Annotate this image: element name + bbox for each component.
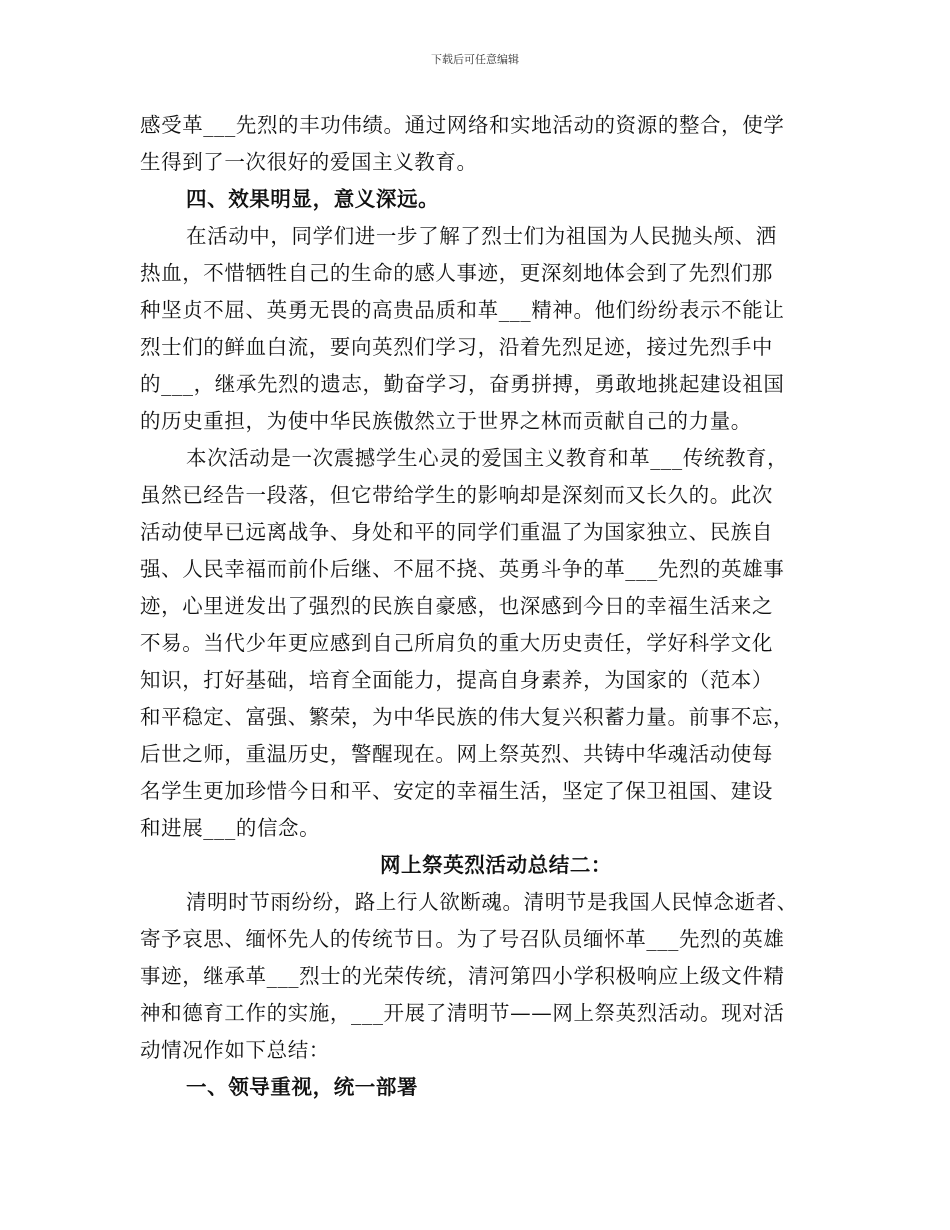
body-line: 知识，打好基础，培育全面能力，提高自身素养，为国家的（范本） xyxy=(140,668,773,692)
body-line: 的历史重担，为使中华民族傲然立于世界之林而贡献自己的力量。 xyxy=(140,409,752,433)
section-title: 网上祭英烈活动总结二： xyxy=(379,853,613,877)
body-line: 后世之师，重温历史，警醒现在。网上祭英烈、共铸中华魂活动使每 xyxy=(140,742,773,766)
body-line: 迹，心里迸发出了强烈的民族自豪感，也深感到今日的幸福生活来之 xyxy=(140,594,773,618)
body-line: 动情况作如下总结： xyxy=(140,1038,330,1062)
page-header: 下载后可任意编辑 xyxy=(431,53,519,66)
section-heading: 四、效果明显，意义深远。 xyxy=(186,187,440,211)
body-line: 强、人民幸福而前仆后继、不屈不挠、英勇斗争的革___先烈的英雄事 xyxy=(140,557,785,581)
body-line: 事迹，继承革___烈士的光荣传统，清河第四小学积极响应上级文件精 xyxy=(140,964,785,988)
body-line: 虽然已经告一段落，但它带给学生的影响却是深刻而又长久的。此次 xyxy=(140,483,773,507)
body-line: 感受革___先烈的丰功伟绩。通过网络和实地活动的资源的整合，使学 xyxy=(140,113,785,137)
body-line: 寄予哀思、缅怀先人的传统节日。为了号召队员缅怀革___先烈的英雄 xyxy=(140,927,785,951)
body-line: 神和德育工作的实施，___开展了清明节——网上祭英烈活动。现对活 xyxy=(140,1001,785,1025)
document-body xyxy=(140,107,812,1106)
section-heading: 一、领导重视，统一部署 xyxy=(186,1075,419,1099)
body-line: 种坚贞不屈、英勇无畏的高贵品质和革___精神。他们纷纷表示不能让 xyxy=(140,298,785,322)
body-line: 不易。当代少年更应感到自己所肩负的重大历史责任，学好科学文化 xyxy=(140,631,773,655)
body-line: 名学生更加珍惜今日和平、安定的幸福生活，坚定了保卫祖国、建设 xyxy=(140,779,773,803)
body-line: 本次活动是一次震撼学生心灵的爱国主义教育和革___传统教育， xyxy=(186,446,789,470)
body-line: 和进展___的信念。 xyxy=(140,816,321,840)
body-line: 的___，继承先烈的遗志，勤奋学习，奋勇拼搏，勇敢地挑起建设祖国 xyxy=(140,372,785,396)
body-line: 清明时节雨纷纷，路上行人欲断魂。清明节是我国人民悼念逝者、 xyxy=(186,890,798,914)
body-line: 活动使早已远离战争、身处和平的同学们重温了为国家独立、民族自 xyxy=(140,520,773,544)
body-line: 热血，不惜牺牲自己的生命的感人事迹，更深刻地体会到了先烈们那 xyxy=(140,261,773,285)
body-line: 在活动中，同学们进一步了解了烈士们为祖国为人民抛头颅、洒 xyxy=(186,224,777,248)
body-line: 烈士们的鲜血白流，要向英烈们学习，沿着先烈足迹，接过先烈手中 xyxy=(140,335,773,359)
body-line: 生得到了一次很好的爱国主义教育。 xyxy=(140,150,478,174)
body-line: 和平稳定、富强、繁荣，为中华民族的伟大复兴积蓄力量。前事不忘， xyxy=(140,705,795,729)
